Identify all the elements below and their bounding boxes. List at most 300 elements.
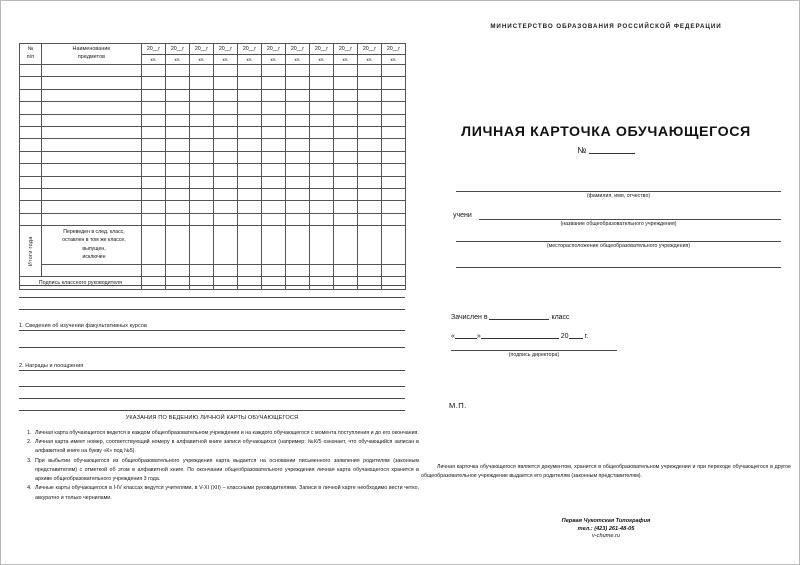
header-number-line1: № [27,46,34,53]
table-cell[interactable] [238,201,262,213]
table-cell[interactable] [382,102,406,114]
table-row[interactable] [20,65,406,77]
table-cell[interactable] [262,188,286,200]
table-row[interactable] [20,102,406,114]
table-cell[interactable] [166,126,190,138]
signature-cell[interactable] [190,277,214,290]
table-cell[interactable] [382,213,406,225]
table-cell[interactable] [310,102,334,114]
table-row[interactable] [20,114,406,126]
summary-vertical-label: Итоги года [20,226,42,277]
table-cell[interactable] [358,89,382,101]
summary-option-2: оставлен в том же классе, [62,237,126,244]
summary-spacer-cell[interactable] [190,264,214,276]
free-rule-1 [19,285,405,286]
free-rule-7 [19,410,405,411]
table-cell[interactable] [42,102,142,114]
table-cell[interactable] [238,188,262,200]
table-cell[interactable] [358,151,382,163]
table-row[interactable] [20,188,406,200]
table-cell[interactable] [166,114,190,126]
quote-close: » [476,333,481,340]
summary-spacer-cell[interactable] [166,264,190,276]
signature-row [20,277,406,290]
table-cell[interactable] [382,89,406,101]
header-cell-number [20,44,42,65]
table-cell[interactable] [262,151,286,163]
table-cell[interactable] [42,77,142,89]
table-cell[interactable] [382,176,406,188]
summary-spacer-cell[interactable] [286,264,310,276]
table-cell[interactable] [20,77,42,89]
table-cell[interactable] [238,151,262,163]
table-cell[interactable] [310,213,334,225]
signature-cell[interactable] [286,277,310,290]
table-cell[interactable] [334,151,358,163]
table-cell[interactable] [310,176,334,188]
signature-cell[interactable] [334,277,358,290]
table-cell[interactable] [142,213,166,225]
table-row[interactable] [20,151,406,163]
table-cell[interactable] [214,176,238,188]
table-cell[interactable] [286,188,310,200]
table-cell[interactable] [142,77,166,89]
header-cell-class-9: кл. [334,55,358,65]
document-number-label: № [577,145,587,155]
table-header-row [20,44,406,55]
table-cell[interactable] [20,89,42,101]
table-cell[interactable] [20,213,42,225]
signature-cell[interactable] [166,277,190,290]
table-row[interactable] [20,139,406,151]
table-cell[interactable] [358,201,382,213]
table-cell[interactable] [262,77,286,89]
table-cell[interactable] [358,213,382,225]
table-cell[interactable] [42,201,142,213]
table-cell[interactable] [190,213,214,225]
summary-cell[interactable] [310,226,334,265]
summary-spacer-cell[interactable] [238,264,262,276]
school-name-caption: (название общеобразовательного учреждения) [560,221,677,227]
table-cell[interactable] [20,114,42,126]
table-cell[interactable] [382,77,406,89]
free-rule-2 [19,297,405,298]
table-cell[interactable] [20,65,42,77]
table-cell[interactable] [190,77,214,89]
table-cell[interactable] [262,65,286,77]
header-cell-class-5: кл. [238,55,262,65]
table-cell[interactable] [334,139,358,151]
summary-cell[interactable] [142,226,166,265]
table-cell[interactable] [190,176,214,188]
table-row[interactable] [20,164,406,176]
table-cell[interactable] [214,102,238,114]
signature-cell[interactable] [262,277,286,290]
signature-cell[interactable] [310,277,334,290]
table-cell[interactable] [286,102,310,114]
enrollment-year-blank[interactable] [569,330,583,339]
enrollment-year-prefix: 20 [560,333,569,340]
table-cell[interactable] [286,164,310,176]
table-cell[interactable] [190,201,214,213]
document-number-blank[interactable] [589,144,635,154]
summary-spacer-cell[interactable] [142,264,166,276]
table-cell[interactable] [42,139,142,151]
table-cell[interactable] [166,213,190,225]
table-cell[interactable] [286,114,310,126]
table-cell[interactable] [42,89,142,101]
table-cell[interactable] [310,164,334,176]
table-cell[interactable] [214,77,238,89]
enrollment-block [451,308,588,346]
table-cell[interactable] [166,139,190,151]
summary-cell[interactable] [286,226,310,265]
table-cell[interactable] [286,151,310,163]
field-rule-awards[interactable] [19,370,405,371]
table-cell[interactable] [20,201,42,213]
instruction-item-2: 2. Личная карта имеет номер, соответствующий номеру в алфавитной книге записи обучающихся (например: №К/5 означает, что обучающийся записан в алфавитной книге на букву «К» под №5). [33,438,419,456]
summary-cell[interactable] [262,226,286,265]
table-cell[interactable] [42,188,142,200]
table-cell[interactable] [190,102,214,114]
table-row[interactable] [20,89,406,101]
signature-cell[interactable] [142,277,166,290]
table-cell[interactable] [166,164,190,176]
table-cell[interactable] [262,164,286,176]
summary-cell[interactable] [382,226,406,265]
header-cell-class-1: кл. [142,55,166,65]
table-cell[interactable] [190,164,214,176]
table-cell[interactable] [262,102,286,114]
table-cell[interactable] [142,164,166,176]
table-cell[interactable] [238,176,262,188]
header-cell-class-8: кл. [310,55,334,65]
school-name-input-line[interactable] [479,219,781,220]
table-cell[interactable] [142,89,166,101]
header-cell-class-2: кл. [166,55,190,65]
table-cell[interactable] [382,114,406,126]
signature-cell[interactable] [358,277,382,290]
director-signature-line[interactable] [451,350,617,351]
table-cell[interactable] [334,176,358,188]
table-cell[interactable] [310,188,334,200]
table-cell[interactable] [214,114,238,126]
table-cell[interactable] [238,89,262,101]
table-cell[interactable] [142,151,166,163]
enrollment-class-blank[interactable] [489,311,549,320]
table-cell[interactable] [262,201,286,213]
table-cell[interactable] [334,213,358,225]
free-rule-5 [19,386,405,387]
header-cell-year-2: 20__г [166,44,190,55]
header-cell-class-11: кл. [382,55,406,65]
extra-input-line[interactable] [456,267,781,268]
table-cell[interactable] [190,114,214,126]
header-cell-class-3: кл. [190,55,214,65]
summary-options-text [42,226,142,265]
signature-row-label: Подпись классного руководителя [20,277,142,290]
grades-table-panel [19,43,405,290]
table-cell[interactable] [310,126,334,138]
table-cell[interactable] [20,126,42,138]
header-cell-class-6: кл. [262,55,286,65]
printer-imprint [421,518,791,541]
table-cell[interactable] [238,102,262,114]
enrollment-day-blank[interactable] [455,330,477,339]
table-cell[interactable] [190,126,214,138]
table-row[interactable] [20,176,406,188]
header-cell-year-8: 20__г [310,44,334,55]
header-cell-class-10: кл. [358,55,382,65]
table-cell[interactable] [238,126,262,138]
table-cell[interactable] [382,188,406,200]
enrollment-class-line [451,308,588,327]
table-cell[interactable] [142,126,166,138]
table-cell[interactable] [238,65,262,77]
table-cell[interactable] [358,176,382,188]
fio-caption: (фамилия, имя, отчество) [586,193,651,199]
school-location-input-line[interactable] [456,241,781,242]
table-cell[interactable] [382,139,406,151]
table-cell[interactable] [42,114,142,126]
table-cell[interactable] [166,151,190,163]
table-cell[interactable] [142,114,166,126]
header-number-line2: п/п [26,54,35,60]
table-cell[interactable] [310,77,334,89]
summary-spacer-cell[interactable] [262,264,286,276]
grades-table [19,43,406,290]
table-cell[interactable] [286,213,310,225]
summary-spacer-cell[interactable] [214,264,238,276]
header-cell-year-1: 20__г [142,44,166,55]
summary-row [20,226,406,265]
header-subject-line1: Наименование [72,46,111,53]
header-cell-year-10: 20__г [358,44,382,55]
stamp-placeholder: М.П. [449,401,467,410]
table-cell[interactable] [310,201,334,213]
table-cell[interactable] [42,126,142,138]
table-cell[interactable] [42,164,142,176]
table-cell[interactable] [358,65,382,77]
free-rule-6 [19,398,405,399]
imprint-line-1: Первая Чукотская Типография [561,518,651,524]
table-cell[interactable] [142,65,166,77]
instructions-list [19,429,419,503]
table-cell[interactable] [382,65,406,77]
table-cell[interactable] [310,89,334,101]
header-cell-year-4: 20__г [214,44,238,55]
table-cell[interactable] [334,102,358,114]
director-signature-caption: (подпись директора) [508,352,560,358]
table-cell[interactable] [190,151,214,163]
school-location-caption: (месторасположение общеобразовательного учреждения) [546,243,691,249]
table-cell[interactable] [166,89,190,101]
table-cell[interactable] [286,89,310,101]
table-cell[interactable] [190,188,214,200]
table-cell[interactable] [190,65,214,77]
table-cell[interactable] [190,139,214,151]
table-cell[interactable] [214,164,238,176]
page-title: ЛИЧНАЯ КАРТОЧКА ОБУЧАЮЩЕГОСЯ [461,124,751,140]
imprint-line-2: тел.: (423) 261-48-05 [577,525,635,532]
table-cell[interactable] [142,176,166,188]
table-cell[interactable] [20,188,42,200]
table-cell[interactable] [262,139,286,151]
summary-cell[interactable] [214,226,238,265]
header-cell-year-11: 20__г [382,44,406,55]
table-cell[interactable] [190,89,214,101]
table-cell[interactable] [286,65,310,77]
summary-option-4: исключен [82,254,106,261]
table-cell[interactable] [262,114,286,126]
header-cell-year-7: 20__г [286,44,310,55]
table-cell[interactable] [382,164,406,176]
table-cell[interactable] [166,77,190,89]
table-cell[interactable] [358,77,382,89]
table-cell[interactable] [382,126,406,138]
summary-spacer-row[interactable] [20,264,406,276]
table-cell[interactable] [238,114,262,126]
table-cell[interactable] [286,201,310,213]
table-cell[interactable] [334,65,358,77]
table-cell[interactable] [166,201,190,213]
table-cell[interactable] [166,102,190,114]
table-cell[interactable] [334,114,358,126]
summary-cell[interactable] [334,226,358,265]
table-cell[interactable] [262,176,286,188]
table-cell[interactable] [142,188,166,200]
table-cell[interactable] [358,114,382,126]
table-cell[interactable] [214,139,238,151]
table-row[interactable] [20,213,406,225]
table-cell[interactable] [310,151,334,163]
table-cell[interactable] [238,164,262,176]
table-cell[interactable] [286,139,310,151]
table-cell[interactable] [142,139,166,151]
table-cell[interactable] [42,65,142,77]
table-cell[interactable] [358,126,382,138]
table-cell[interactable] [20,164,42,176]
table-cell[interactable] [358,164,382,176]
fio-input-line[interactable] [456,191,781,192]
table-cell[interactable] [262,213,286,225]
table-cell[interactable] [214,65,238,77]
instruction-item-3: 3. При выбытии обучающегося из общеобразовательного учреждения карта выдается на основании письменного заявления родителям (законным представителям) с отметкой об этом в алфавитной книге. По окончании общеобразовательного учреждения личная карта обучающегося хранится в архиве общеобразовательного учреждения 3 года. [33,457,419,484]
table-cell[interactable] [20,176,42,188]
table-row[interactable] [20,77,406,89]
summary-cell[interactable] [190,226,214,265]
table-cell[interactable] [42,213,142,225]
table-cell[interactable] [214,213,238,225]
table-row[interactable] [20,201,406,213]
table-cell[interactable] [262,126,286,138]
table-cell[interactable] [310,65,334,77]
table-cell[interactable] [142,102,166,114]
table-cell[interactable] [262,89,286,101]
table-cell[interactable] [238,213,262,225]
table-cell[interactable] [334,89,358,101]
header-cell-year-3: 20__г [190,44,214,55]
header-cell-year-9: 20__г [334,44,358,55]
summary-option-3: выпущен, [82,245,106,252]
table-cell[interactable] [358,102,382,114]
table-cell[interactable] [358,188,382,200]
table-cell[interactable] [214,188,238,200]
table-cell[interactable] [20,151,42,163]
signature-cell[interactable] [382,277,406,290]
table-cell[interactable] [166,188,190,200]
table-cell[interactable] [310,139,334,151]
free-rule-4 [19,347,405,348]
header-cell-subject [42,44,142,65]
table-cell[interactable] [382,151,406,163]
summary-cell[interactable] [358,226,382,265]
table-cell[interactable] [214,151,238,163]
table-cell[interactable] [142,201,166,213]
table-cell[interactable] [42,151,142,163]
summary-cell[interactable] [166,226,190,265]
table-cell[interactable] [334,188,358,200]
table-cell[interactable] [334,77,358,89]
quote-open: « [451,333,455,340]
enrollment-prefix: Зачислен в [451,314,488,321]
table-cell[interactable] [358,139,382,151]
document-note: Личная карточка обучающегося является документом, хранится в общеобразовательном учреждении и при переходе обучающегося в другое общеобразовательное учреждение выдается его родителям (законным представителям). [421,464,791,480]
summary-spacer-cell[interactable] [310,264,334,276]
table-cell[interactable] [238,77,262,89]
enrollment-suffix: класс [551,314,570,321]
signature-cell[interactable] [214,277,238,290]
table-cell[interactable] [20,139,42,151]
table-cell[interactable] [286,176,310,188]
table-cell[interactable] [214,126,238,138]
table-cell[interactable] [214,201,238,213]
table-row[interactable] [20,126,406,138]
label-awards: 2. Награды и поощрения [19,363,87,369]
table-cell[interactable] [214,89,238,101]
summary-spacer-cell[interactable] [358,264,382,276]
signature-cell[interactable] [238,277,262,290]
header-cell-year-5: 20__г [238,44,262,55]
free-rule-3 [19,309,405,310]
summary-cell[interactable] [238,226,262,265]
table-cell[interactable] [42,176,142,188]
table-cell[interactable] [382,201,406,213]
table-cell[interactable] [334,126,358,138]
header-subject-line2: предметов [77,54,106,60]
table-cell[interactable] [334,164,358,176]
table-cell[interactable] [334,201,358,213]
header-cell-class-4: кл. [214,55,238,65]
summary-spacer-cell[interactable] [334,264,358,276]
table-cell[interactable] [166,65,190,77]
ministry-header: МИНИСТЕРСТВО ОБРАЗОВАНИЯ РОССИЙСКОЙ ФЕДЕРАЦИИ [490,23,722,30]
table-cell[interactable] [166,176,190,188]
imprint-line-3: v-chume.ru [592,533,620,540]
field-rule-facultative[interactable] [19,330,405,331]
table-cell[interactable] [286,126,310,138]
table-cell[interactable] [310,114,334,126]
table-cell[interactable] [286,77,310,89]
summary-spacer-cell[interactable] [42,264,142,276]
table-cell[interactable] [238,139,262,151]
summary-spacer-cell[interactable] [382,264,406,276]
enrollment-month-blank[interactable] [481,330,559,339]
instructions-title: УКАЗАНИЯ ПО ВЕДЕНИЮ ЛИЧНОЙ КАРТЫ ОБУЧАЮЩЕГОСЯ [125,415,299,421]
document-number-field[interactable] [421,144,791,155]
table-cell[interactable] [20,102,42,114]
instruction-item-1: 1. Личная карта обучающегося ведется в каждом общеобразовательном учреждении и на каждого обучающегося с момента поступления и до его окончания. [33,429,419,438]
